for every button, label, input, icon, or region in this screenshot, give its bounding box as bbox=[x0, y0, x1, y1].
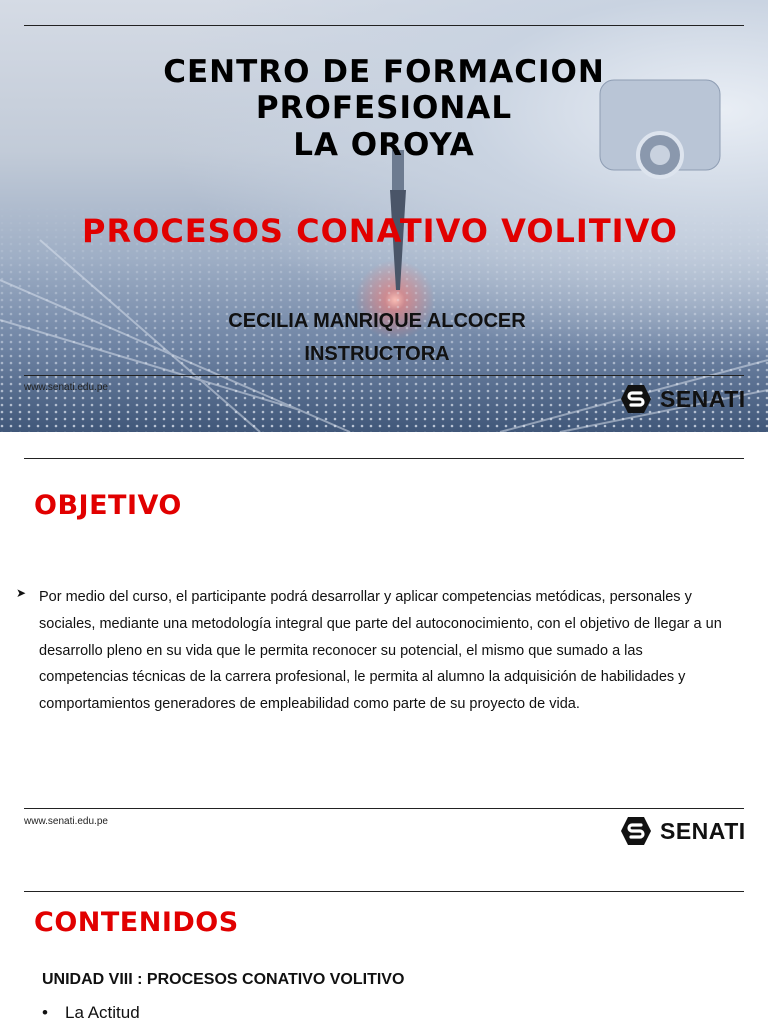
bullet-icon: • bbox=[42, 1003, 48, 1022]
slide-subject: PROCESOS CONATIVO VOLITIVO bbox=[82, 212, 678, 250]
senati-logo-icon bbox=[620, 384, 652, 414]
title-slide bbox=[0, 0, 768, 432]
objective-heading: OBJETIVO bbox=[34, 490, 182, 521]
bottom-divider bbox=[24, 375, 744, 376]
top-divider bbox=[24, 458, 744, 459]
senati-logo-text: SENATI bbox=[660, 817, 746, 844]
contents-slide bbox=[0, 884, 768, 1024]
senati-logo bbox=[620, 384, 746, 414]
unit-title: UNIDAD VIII : PROCESOS CONATIVO VOLITIVO bbox=[42, 971, 405, 988]
arrow-bullet-icon: ➤ bbox=[16, 586, 27, 600]
objective-paragraph: Por medio del curso, el participante podrá desarrollar y aplicar competencias metódicas, personales y sociales, mediante una metodología integral que parte del autoconocimiento, con el objetivo de llegar a un desarrollo pleno en su vida que le permita reconocer su potencial, el mismo que sumado a las competencias técnicas de la carrera profesional, le permita al alumno la adquisición de habilidades y comportamientos generadores de empleabilidad como parte de su proyecto de vida. bbox=[39, 589, 722, 713]
title-line-1: CENTRO DE FORMACION bbox=[163, 54, 605, 90]
title-line-3: LA OROYA bbox=[293, 127, 475, 163]
title-line-2: PROFESIONAL bbox=[255, 90, 513, 126]
bottom-divider bbox=[24, 808, 744, 809]
contents-heading: CONTENIDOS bbox=[34, 907, 239, 938]
website-url: www.senati.edu.pe bbox=[24, 382, 108, 393]
objective-slide bbox=[0, 432, 768, 884]
author-name: CECILIA MANRIQUE ALCOCER bbox=[228, 310, 526, 332]
author-role: INSTRUCTORA bbox=[304, 343, 450, 365]
senati-logo-icon bbox=[620, 816, 652, 846]
senati-logo-text: SENATI bbox=[660, 385, 746, 412]
top-divider bbox=[24, 891, 744, 892]
website-url: www.senati.edu.pe bbox=[24, 816, 108, 827]
list-item bbox=[42, 1003, 140, 1023]
list-item-label: La Actitud bbox=[65, 1003, 140, 1022]
top-divider bbox=[24, 25, 744, 26]
senati-logo bbox=[620, 816, 746, 846]
